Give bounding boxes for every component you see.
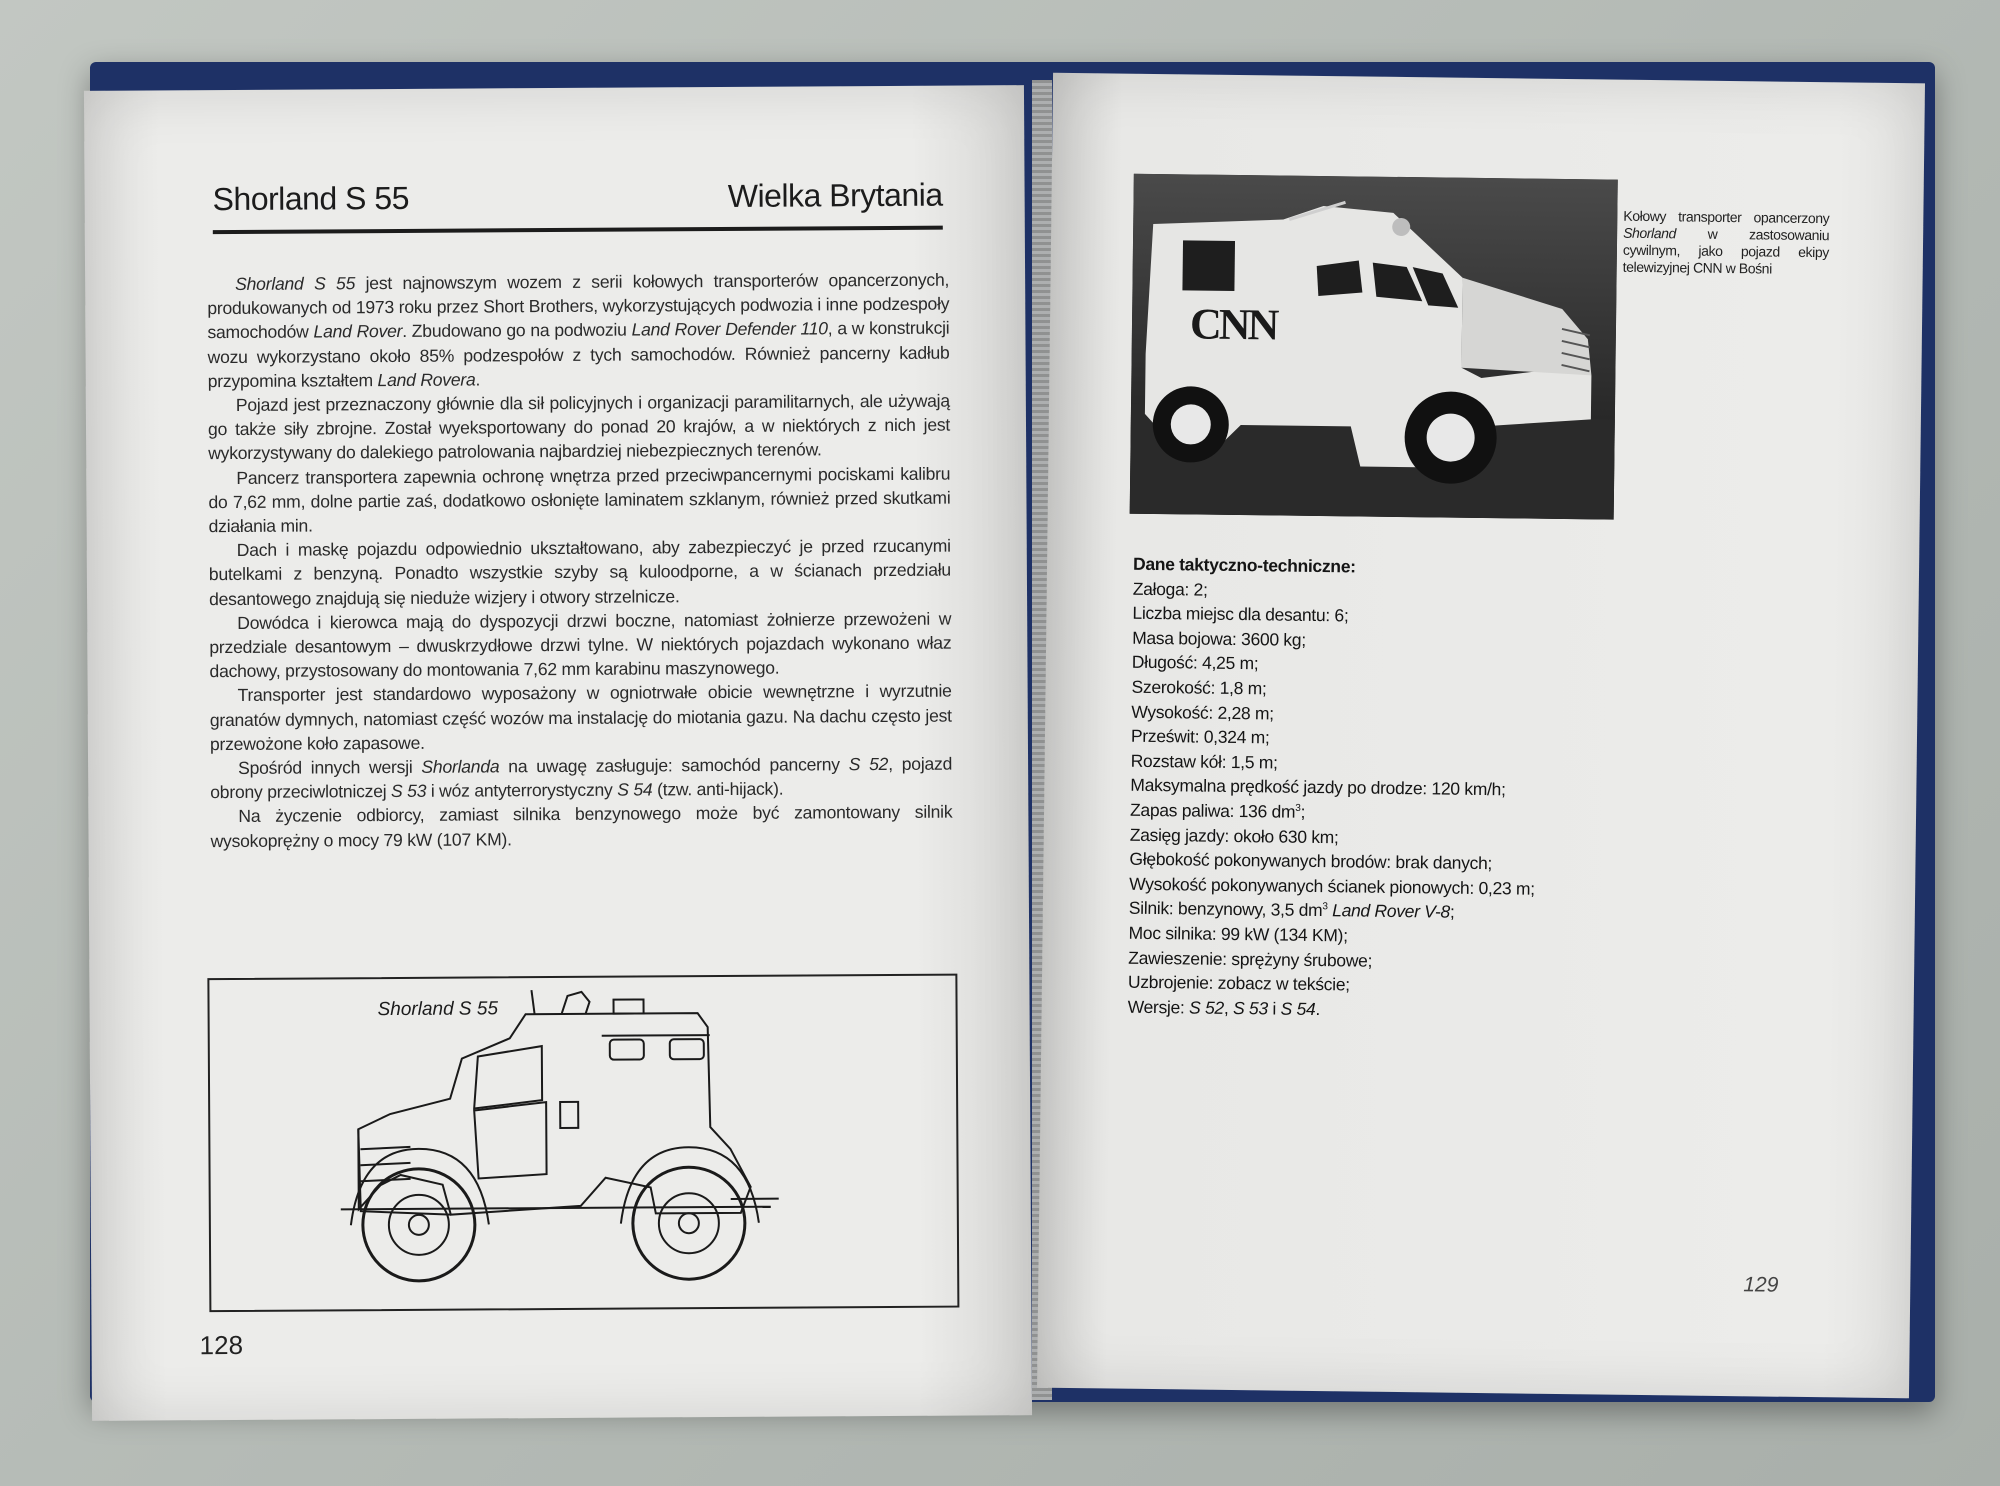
spec-line-15: Moc silnika: 99 kW (134 KM); (1128, 922, 1348, 946)
spec-line-4: Długość: 4,25 m; (1131, 652, 1259, 674)
body-paragraph-3: Pancerz transportera zapewnia ochronę wnętrza przed przeciwpancernymi pociskami kalibru do 7,62 mm, dolne partie zaś, dodatkowo osłonięte laminatem szklanym, również przed skutkami działania min. (208, 463, 951, 537)
spec-line-17: Uzbrojenie: zobacz w tekście; (1127, 971, 1350, 995)
page-header (212, 164, 942, 218)
vehicle-photo (1130, 174, 1618, 520)
body-paragraph-7: Spośród innych wersji Shorlanda na uwagę zasługuje: samochód pancerny S 52, pojazd obrony przeciwlotniczej S 53 i wóz antyterrorystyczny S 54 (tzw. anti-hijack). (210, 753, 953, 803)
body-paragraph-6: Transporter jest standardowo wyposażony w ogniotrwałe obicie wewnętrzne i wyrzutnie granatów dymnych, natomiast część wozów ma instalację do miotania gazu. Na dachu często jest przewożone koło zapasowe. (209, 681, 952, 754)
body-paragraph-4: Dach i maskę pojazdu odpowiednio ukształtowano, aby zabezpieczyć je przed rzucanymi butelkami z benzyną. Ponadto wszystkie szyby są kuloodporne, a w ścianach przedziału desantowego znajdują się nieduże wizjery i otwory strzelnicze. (208, 535, 951, 609)
spec-line-16: Zawieszenie: sprężyny śrubowe; (1128, 947, 1373, 971)
spec-line-5: Szerokość: 1,8 m; (1131, 676, 1267, 699)
specs-list (1128, 576, 1653, 1025)
spec-line-9: Maksymalna prędkość jazdy po drodze: 120 km/h; (1130, 775, 1506, 800)
country-label: Wielka Brytania (727, 176, 943, 214)
specs-title: Dane taktyczno-techniczne: (1132, 553, 1356, 577)
cnn-logo: CNN (1189, 299, 1277, 350)
page-number-left: 128 (199, 1329, 244, 1361)
header-rule (213, 226, 943, 234)
body-paragraph-1: Shorland S 55 jest najnowszym wozem z serii kołowych transporterów opancerzonych, produkowanych od 1973 roku przez Short Brothers, wykorzystujących podwozia i inne podzespoły samochodów Land Rover. Zbudowano go na podwoziu Land Rover Defender 110, a w konstrukcji wozu wykorzystano około 85% podzespołów z tych samochodów. Również pancerny kadłub przypomina kształtem Land Rovera. (207, 269, 950, 391)
spec-line-13: Wysokość pokonywanych ścianek pionowych: 0,23 m; (1129, 873, 1535, 899)
photo-caption: Kołowy transporter opancerzony Shorland w zastosowaniu cywilnym, jako pojazd ekipy telewizyjnej CNN w Bośni (1622, 207, 1830, 277)
diagram-label: Shorland S 55 (377, 998, 499, 1021)
spec-line-12: Głębokość pokonywanych brodów: brak danych; (1129, 848, 1493, 874)
right-page (1037, 73, 1925, 1399)
spec-line-18: Wersje: S 52, S 53 i S 54. (1127, 996, 1321, 1019)
spec-line-6: Wysokość: 2,28 m; (1131, 701, 1274, 724)
spec-line-3: Masa bojowa: 3600 kg; (1132, 627, 1306, 650)
spec-line-8: Rozstaw kół: 1,5 m; (1130, 750, 1278, 773)
spec-line-2: Liczba miejsc dla desantu: 6; (1132, 602, 1349, 626)
spec-line-14: Silnik: benzynowy, 3,5 $dm^3$ Land Rover V-8; (1128, 898, 1455, 923)
specifications (1128, 552, 1654, 1026)
page-number-right: 129 (1743, 1273, 1779, 1297)
vehicle-side-drawing (209, 976, 957, 1311)
body-paragraph-2: Pojazd jest przeznaczony głównie dla sił policyjnych i organizacji paramilitarnych, ale używają go także siły zbrojne. Został wyeksportowany do ponad 20 krajów, a w niektórych z nich jest wykorzystywany do dalekiego patrolowania najbardziej niebezpiecznych terenów. (207, 390, 951, 464)
page-title: Shorland S 55 (212, 179, 410, 218)
article-body (207, 268, 953, 853)
left-page (84, 85, 1032, 1421)
spec-line-10: Zapas paliwa: 136 $dm^3$; (1129, 799, 1306, 822)
vehicle-diagram (207, 974, 959, 1313)
spec-line-11: Zasięg jazdy: około 630 km; (1129, 824, 1339, 847)
spec-line-1: Załoga: 2; (1132, 578, 1208, 600)
body-paragraph-8: Na życzenie odbiorcy, zamiast silnika benzynowego może być zamontowany silnik wysokoprężny o mocy 79 kW (107 KM). (210, 802, 953, 851)
body-paragraph-5: Dowódca i kierowca mają do dyspozycji drzwi boczne, natomiast żołnierze przewożeni w przedziale desantowym – dwuskrzydłowe drzwi tylne. W niektórych pojazdach wykonano właz dachowy, przystosowany do montowania 7,62 mm karabinu maszynowego. (209, 608, 952, 682)
spec-line-7: Prześwit: 0,324 m; (1130, 725, 1270, 748)
